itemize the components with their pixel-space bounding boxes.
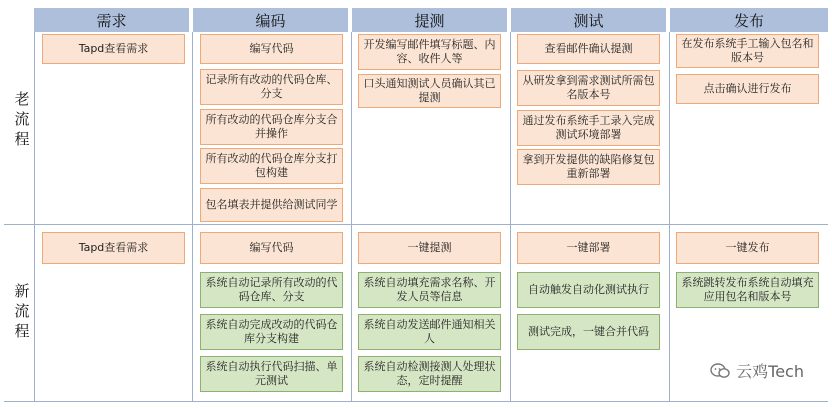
step-box: 拿到开发提供的缺陷修复包重新部署: [517, 149, 660, 185]
step-box: 编写代码: [200, 232, 343, 264]
row-divider: [4, 224, 828, 225]
step-box: 一键提测: [358, 232, 501, 264]
watermark-text: 云鸡Tech: [736, 362, 804, 381]
column-headers: [4, 8, 828, 32]
column-divider: [669, 32, 670, 402]
step-box: 所有改动的代码仓库分支合并操作: [200, 109, 343, 145]
step-box: 一键发布: [676, 232, 819, 264]
step-box: 通过发布系统手工录入完成测试环境部署: [517, 110, 660, 146]
step-box: 记录所有改动的代码仓库、分支: [200, 69, 343, 105]
step-box: 系统自动执行代码扫描、单元测试: [200, 356, 343, 392]
step-box: 包名填表并提供给测试同学: [200, 188, 343, 222]
frame-bottom-line: [4, 401, 828, 402]
step-box: 系统自动完成改动的代码仓库分支构建: [200, 314, 343, 350]
step-box: 系统自动填充需求名称、开发人员等信息: [358, 272, 501, 308]
step-box: 系统跳转发布系统自动填充应用包名和版本号: [676, 272, 819, 308]
step-box: 从研发拿到需求测试所需包名版本号: [517, 70, 660, 106]
step-box: 所有改动的代码仓库分支打包构建: [200, 148, 343, 184]
process-comparison-diagram: [4, 4, 828, 402]
step-box: Tapd查看需求: [42, 232, 185, 264]
column-divider: [510, 32, 511, 402]
step-box: Tapd查看需求: [42, 34, 185, 64]
column-header-submit-test: 提测: [352, 8, 507, 32]
column-header-release: 发布: [670, 8, 828, 32]
step-box: 一键部署: [517, 232, 660, 264]
column-header-testing: 测试: [511, 8, 666, 32]
watermark: [710, 359, 804, 382]
step-box: 查看邮件确认提测: [517, 34, 660, 64]
step-box: 测试完成，一键合并代码: [517, 314, 660, 350]
step-box: 系统自动发送邮件通知相关人: [358, 314, 501, 350]
step-box: 在发布系统手工输入包名和版本号: [676, 34, 819, 68]
step-box: 开发编写邮件填写标题、内容、收件人等: [358, 34, 501, 70]
row-label-old-process: 老 流 程: [14, 90, 30, 148]
column-divider: [351, 32, 352, 402]
step-box: 系统自动检测接测人处理状态，定时提醒: [358, 356, 501, 392]
step-box: 编写代码: [200, 34, 343, 64]
step-box: 口头通知测试人员确认其已提测: [358, 74, 501, 108]
column-divider: [192, 32, 193, 402]
row-label-new-process: 新 流 程: [14, 282, 30, 340]
column-header-coding: 编码: [193, 8, 348, 32]
step-box: 自动触发自动化测试执行: [517, 272, 660, 308]
step-box: 系统自动记录所有改动的代码仓库、分支: [200, 272, 343, 308]
column-header-demand: 需求: [34, 8, 189, 32]
chat-bubble-icon: [710, 362, 730, 380]
step-box: 点击确认进行发布: [676, 74, 819, 104]
